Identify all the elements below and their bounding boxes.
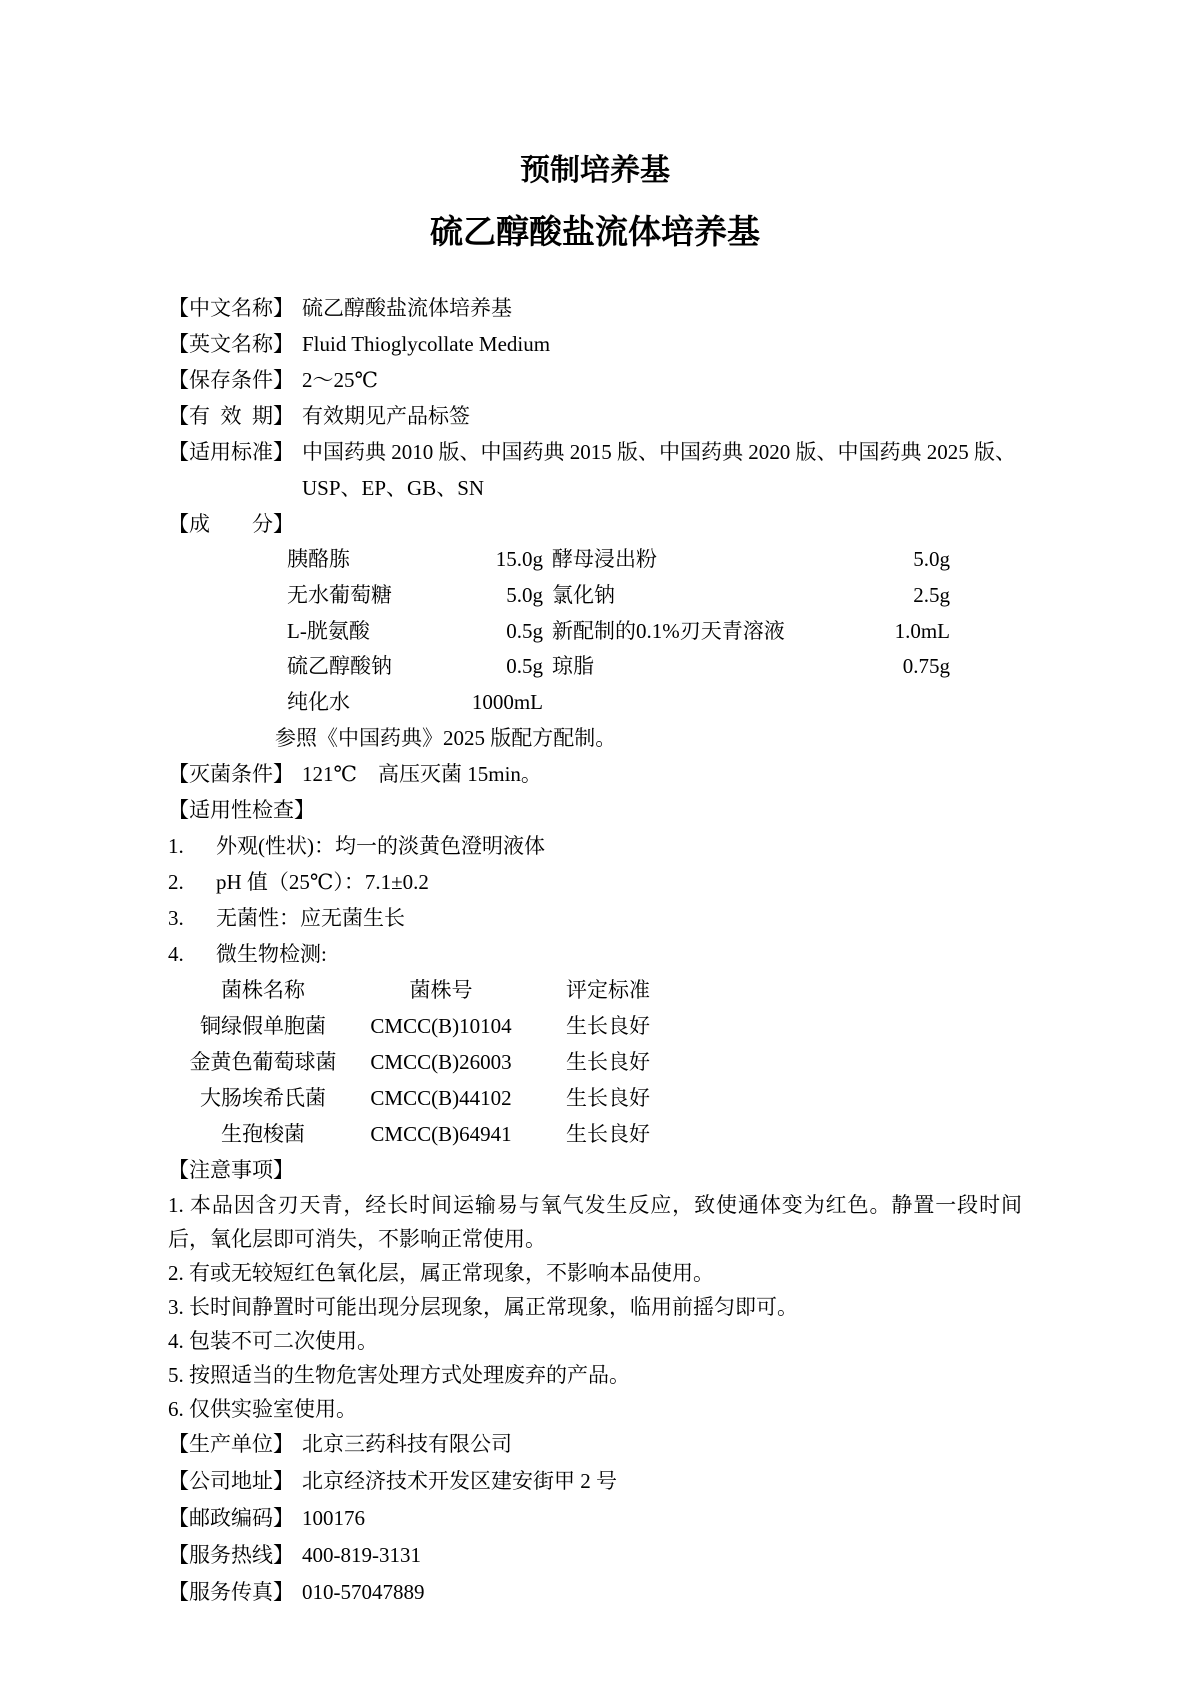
- item-text: 外观(性状)：均一的淡黄色澄明液体: [216, 833, 545, 858]
- field-value: 有效期见产品标签: [302, 404, 470, 428]
- ingredient-name: 硫乙醇酸钠: [287, 654, 392, 679]
- ingredient-name: 无水葡萄糖: [287, 582, 392, 607]
- info-line-standards: [168, 434, 1022, 506]
- item-number: 1.: [168, 833, 184, 858]
- field-value: 2～25℃: [302, 368, 378, 392]
- info-line-shelf-life: [168, 398, 1022, 434]
- field-label: 【服务热线】: [168, 1542, 294, 1567]
- composition-table: [287, 542, 950, 721]
- standards-line-2: USP、EP、GB、SN: [302, 476, 485, 500]
- doc-subtitle: 硫乙醇酸盐流体培养基: [430, 215, 760, 251]
- item-number: 3.: [168, 905, 184, 930]
- table-cell-criteria: 生长良好: [566, 1013, 650, 1038]
- footer-line-address: [168, 1463, 1022, 1500]
- field-value: 北京经济技术开发区建安街甲 2 号: [302, 1468, 617, 1493]
- field-label: 【适用标准】: [168, 440, 294, 464]
- ingredient-amount: 0.5g: [506, 618, 543, 643]
- precaution-item: 2. 有或无较短红色氧化层，属正常现象，不影响本品使用。: [168, 1260, 714, 1285]
- list-item: [168, 828, 1022, 864]
- table-cell-strain-number: CMCC(B)10104: [370, 1013, 512, 1038]
- list-item: [168, 936, 1022, 972]
- manufacturer-block: [168, 1426, 1022, 1611]
- precaution-item: 1. 本品因含刃天青，经长时间运输易与氧气发生反应，致使通体变为红色。静置一段时间后，氧化层即可消失，不影响正常使用。: [168, 1192, 1022, 1251]
- suitability-list: [168, 828, 1022, 972]
- ingredient-name: [543, 685, 792, 721]
- field-value: [302, 434, 1022, 506]
- ingredient-name: 琼脂: [552, 654, 594, 679]
- field-label: 【灭菌条件】: [168, 761, 294, 786]
- info-line-chinese-name: [168, 290, 1022, 326]
- table-cell-strain-name: 铜绿假单胞菌: [200, 1013, 326, 1038]
- ingredient-amount: 2.5g: [913, 582, 950, 607]
- table-cell-strain-number: CMCC(B)64941: [370, 1121, 512, 1146]
- field-label: 【生产单位】: [168, 1431, 294, 1456]
- table-cell-strain-name: 金黄色葡萄球菌: [189, 1049, 337, 1074]
- field-value: 北京三药科技有限公司: [302, 1431, 512, 1456]
- ingredient-name: L-胱氨酸: [287, 618, 370, 643]
- ingredient-name: 氯化钠: [552, 582, 615, 607]
- ingredient-name: 新配制的0.1%刃天青溶液: [552, 618, 785, 643]
- ingredient-name: 纯化水: [287, 690, 350, 715]
- precautions-heading: 【注意事项】: [168, 1157, 294, 1182]
- field-label: 【中文名称】: [168, 296, 294, 320]
- ingredient-amount: 1.0mL: [894, 618, 950, 643]
- ingredient-name: 酵母浸出粉: [552, 547, 657, 571]
- ingredient-amount: 5.0g: [913, 547, 950, 571]
- info-block: [168, 290, 1022, 506]
- field-value: Fluid Thioglycollate Medium: [302, 332, 551, 356]
- list-item: [168, 864, 1022, 900]
- item-text: 微生物检测:: [216, 941, 327, 966]
- table-cell-strain-name: 大肠埃希氏菌: [200, 1085, 326, 1110]
- footer-line-fax: [168, 1574, 1022, 1611]
- table-cell-criteria: 生长良好: [566, 1049, 650, 1074]
- field-value: 121℃ 高压灭菌 15min。: [302, 761, 542, 786]
- info-line-english-name: [168, 326, 1022, 362]
- microbe-table: [168, 972, 692, 1152]
- field-value: 硫乙醇酸盐流体培养基: [302, 296, 512, 320]
- item-number: 4.: [168, 941, 184, 966]
- ingredient-amount: 0.5g: [506, 654, 543, 679]
- table-cell-criteria: 生长良好: [566, 1085, 650, 1110]
- standards-line-1: 中国药典 2010 版、中国药典 2015 版、中国药典 2020 版、中国药典 2025 版、: [302, 440, 1016, 464]
- doc-title: 预制培养基: [520, 154, 670, 187]
- field-value: 400-819-3131: [302, 1542, 421, 1567]
- field-label: 【有 效 期】: [168, 404, 294, 428]
- item-text: 无菌性：应无菌生长: [216, 905, 405, 930]
- sterilization-line: [168, 756, 1022, 792]
- table-cell-strain-name: 生孢梭菌: [221, 1121, 305, 1146]
- ingredient-amount: 1000mL: [471, 690, 543, 715]
- table-cell-criteria: 生长良好: [566, 1121, 650, 1146]
- table-cell-strain-number: CMCC(B)26003: [370, 1049, 512, 1074]
- precaution-item: 6. 仅供实验室使用。: [168, 1396, 357, 1421]
- suitability-heading: 【适用性检查】: [168, 797, 315, 822]
- composition-heading: 【成 分】: [168, 512, 294, 536]
- ingredient-amount: 5.0g: [506, 582, 543, 607]
- footer-line-manufacturer: [168, 1426, 1022, 1463]
- footer-line-postcode: [168, 1500, 1022, 1537]
- column-header: 菌株名称: [221, 977, 305, 1002]
- footer-line-hotline: [168, 1537, 1022, 1574]
- column-header: 菌株号: [409, 977, 473, 1002]
- precaution-item: 3. 长时间静置时可能出现分层现象，属正常现象，临用前摇匀即可。: [168, 1294, 798, 1319]
- field-value: 010-57047889: [302, 1579, 425, 1604]
- field-value: 100176: [302, 1505, 365, 1530]
- precaution-item: 5. 按照适当的生物危害处理方式处理废弃的产品。: [168, 1362, 630, 1387]
- list-item: [168, 900, 1022, 936]
- field-label: 【邮政编码】: [168, 1505, 294, 1530]
- field-label: 【保存条件】: [168, 368, 294, 392]
- ingredient-amount: 0.75g: [902, 654, 950, 679]
- precautions-list: [168, 1188, 1022, 1426]
- ingredient-amount: [792, 685, 950, 721]
- table-cell-strain-number: CMCC(B)44102: [370, 1085, 512, 1110]
- ingredient-amount: 15.0g: [495, 547, 543, 571]
- info-line-storage: [168, 362, 1022, 398]
- composition-note: 参照《中国药典》2025 版配方配制。: [275, 725, 617, 750]
- item-number: 2.: [168, 869, 184, 894]
- column-header: 评定标准: [566, 977, 650, 1002]
- ingredient-name: 胰酪胨: [287, 547, 350, 571]
- field-label: 【服务传真】: [168, 1579, 294, 1604]
- field-label: 【公司地址】: [168, 1468, 294, 1493]
- precaution-item: 4. 包装不可二次使用。: [168, 1328, 378, 1353]
- item-text: pH 值（25℃）：7.1±0.2: [216, 869, 429, 894]
- field-label: 【英文名称】: [168, 332, 294, 356]
